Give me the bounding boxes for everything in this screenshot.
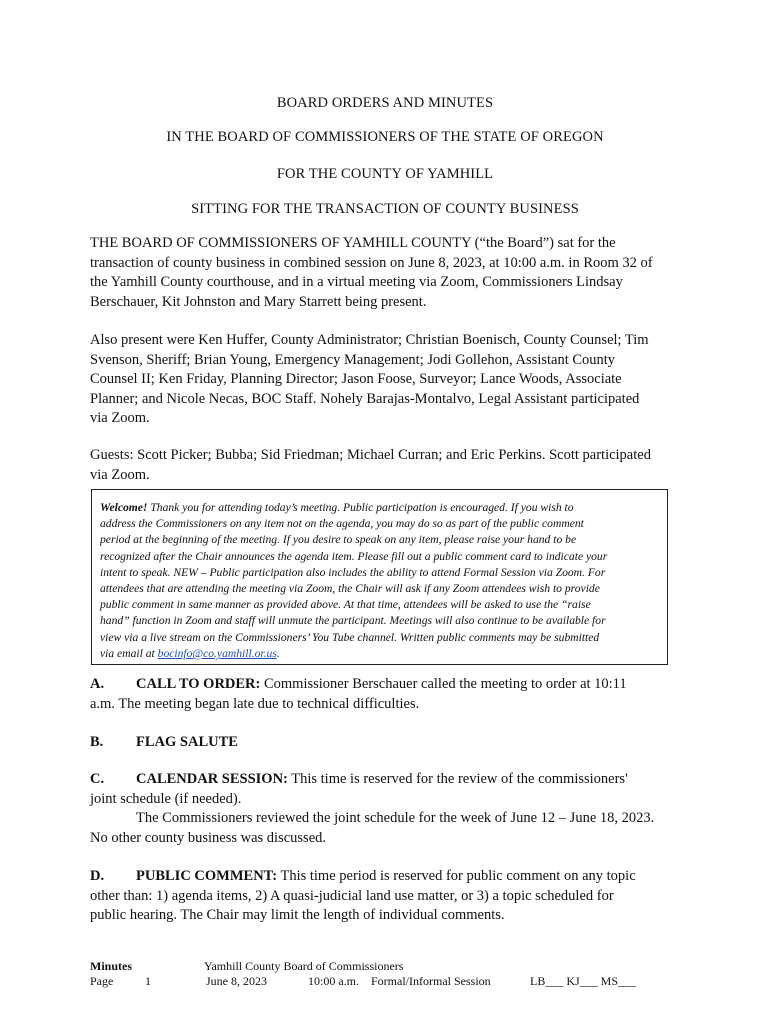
heading-transaction: SITTING FOR THE TRANSACTION OF COUNTY BUSINESS — [191, 201, 579, 217]
heading-board-orders: BOARD ORDERS AND MINUTES — [276, 95, 494, 111]
section-a — [90, 675, 682, 714]
welcome-line: public comment in same manner as provided above. At that time, attendees will be asked to use the “raise — [100, 598, 591, 612]
section-a-line — [90, 675, 682, 695]
also-present-paragraph — [90, 331, 682, 429]
intro-line: the Yamhill County courthouse, and in a virtual meeting via Zoom, Commissioners Lindsay — [90, 274, 623, 290]
section-c-text: This time is reserved for the review of the commissioners' — [287, 771, 628, 787]
section-d — [90, 867, 682, 926]
section-b-line — [90, 733, 682, 753]
footer-initials: LB___ KJ___ MS___ — [530, 974, 637, 988]
footer-minutes-label: Minutes — [90, 959, 132, 973]
footer-org: Yamhill County Board of Commissioners — [204, 959, 404, 973]
welcome-line: attendees that are attending the meeting via Zoom, the Chair will ask if any Zoom attendees wish to provide — [100, 582, 600, 596]
also-present-line: Also present were Ken Huffer, County Administrator; Christian Boenisch, County Counsel; Tim — [90, 332, 649, 348]
footer-date: June 8, 2023 — [206, 974, 267, 988]
section-a-title: CALL TO ORDER: — [136, 676, 261, 692]
section-c-title: CALENDAR SESSION: — [136, 771, 288, 787]
section-a-letter: A. — [90, 676, 105, 692]
guests-line: Guests: Scott Picker; Bubba; Sid Friedman; Michael Curran; and Eric Perkins. Scott participated — [90, 447, 651, 463]
section-d-title: PUBLIC COMMENT: — [136, 868, 278, 884]
section-c-line: joint schedule (if needed). — [90, 790, 242, 807]
guests-paragraph — [90, 446, 682, 485]
email-link[interactable]: bocinfo@co.yamhill.or.us — [157, 646, 277, 660]
section-a-text: Commissioner Berschauer called the meeting to order at 10:11 — [260, 676, 627, 692]
also-present-line: Svenson, Sheriff; Brian Young, Emergency Management; Jodi Gollehon, Assistant County — [90, 351, 616, 368]
intro-line: transaction of county business in combined session on June 8, 2023, at 10:00 a.m. in Room 32 of — [90, 254, 653, 271]
also-present-line: Counsel II; Ken Friday, Planning Director; Jason Foose, Surveyor; Lance Woods, Associate — [90, 371, 622, 387]
welcome-line: period at the beginning of the meeting. If you desire to speak on any item, please raise your hand to be — [100, 533, 577, 547]
welcome-line: address the Commissioners on any item not on the agenda, you may do so as part of the public comment — [100, 517, 584, 531]
welcome-notice-box — [91, 489, 668, 665]
welcome-line: intent to speak. NEW – Public participation also includes the ability to attend Formal Session via Zoom. For — [100, 565, 606, 579]
welcome-line — [100, 500, 659, 516]
section-a-line: a.m. The meeting began late due to technical difficulties. — [90, 695, 420, 712]
email-suffix: . — [276, 646, 280, 660]
intro-line: THE BOARD OF COMMISSIONERS OF YAMHILL COUNTY (“the Board”) sat for the — [90, 235, 616, 251]
guests-line: via Zoom. — [90, 466, 150, 483]
footer-page-number: 1 — [145, 974, 151, 988]
section-b — [90, 733, 682, 753]
welcome-line — [100, 646, 659, 662]
also-present-line: Planner; and Nicole Necas, BOC Staff. Nohely Barajas-Montalvo, Legal Assistant participated — [90, 390, 640, 407]
email-prefix: via email at — [100, 646, 158, 660]
welcome-line: recognized after the Chair announces the agenda item. Please fill out a public comment card to indicate your — [100, 549, 608, 563]
section-c-line — [90, 809, 682, 829]
section-d-letter: D. — [90, 868, 105, 884]
welcome-label: Welcome! — [100, 501, 148, 514]
heading-county: FOR THE COUNTY OF YAMHILL — [276, 166, 494, 182]
intro-line: Berschauer, Kit Johnston and Mary Starrett being present. — [90, 293, 427, 310]
section-c — [90, 770, 682, 848]
heading-board-of-commissioners: IN THE BOARD OF COMMISSIONERS OF THE STATE OF OREGON — [166, 129, 604, 145]
footer-page-label: Page — [90, 974, 114, 988]
section-c-line — [90, 770, 682, 790]
section-b-letter: B. — [90, 734, 104, 750]
welcome-line: hand” function in Zoom and staff will unmute the participant. Meetings will also continue to be available for — [100, 614, 606, 628]
section-c-line: No other county business was discussed. — [90, 829, 327, 846]
section-c-text: The Commissioners reviewed the joint schedule for the week of June 12 – June 18, 2023. — [136, 810, 655, 826]
section-d-text: This time period is reserved for public comment on any topic — [277, 868, 636, 884]
welcome-line: view via a live stream on the Commissioners’ You Tube channel. Written public comments may be submitted — [100, 630, 600, 644]
also-present-line: via Zoom. — [90, 410, 150, 426]
footer-time-session: 10:00 a.m. Formal/Informal Session — [308, 974, 491, 988]
section-c-letter: C. — [90, 771, 105, 787]
section-b-title: FLAG SALUTE — [136, 734, 238, 750]
section-d-line: other than: 1) agenda items, 2) A quasi-judicial land use matter, or 3) a topic scheduled for — [90, 887, 614, 904]
section-d-line: public hearing. The Chair may limit the length of individual comments. — [90, 907, 505, 923]
welcome-first-line: Thank you for attending today’s meeting. Public participation is encouraged. If you wish to — [147, 501, 574, 514]
section-d-line — [90, 867, 682, 887]
intro-paragraph — [90, 234, 682, 312]
